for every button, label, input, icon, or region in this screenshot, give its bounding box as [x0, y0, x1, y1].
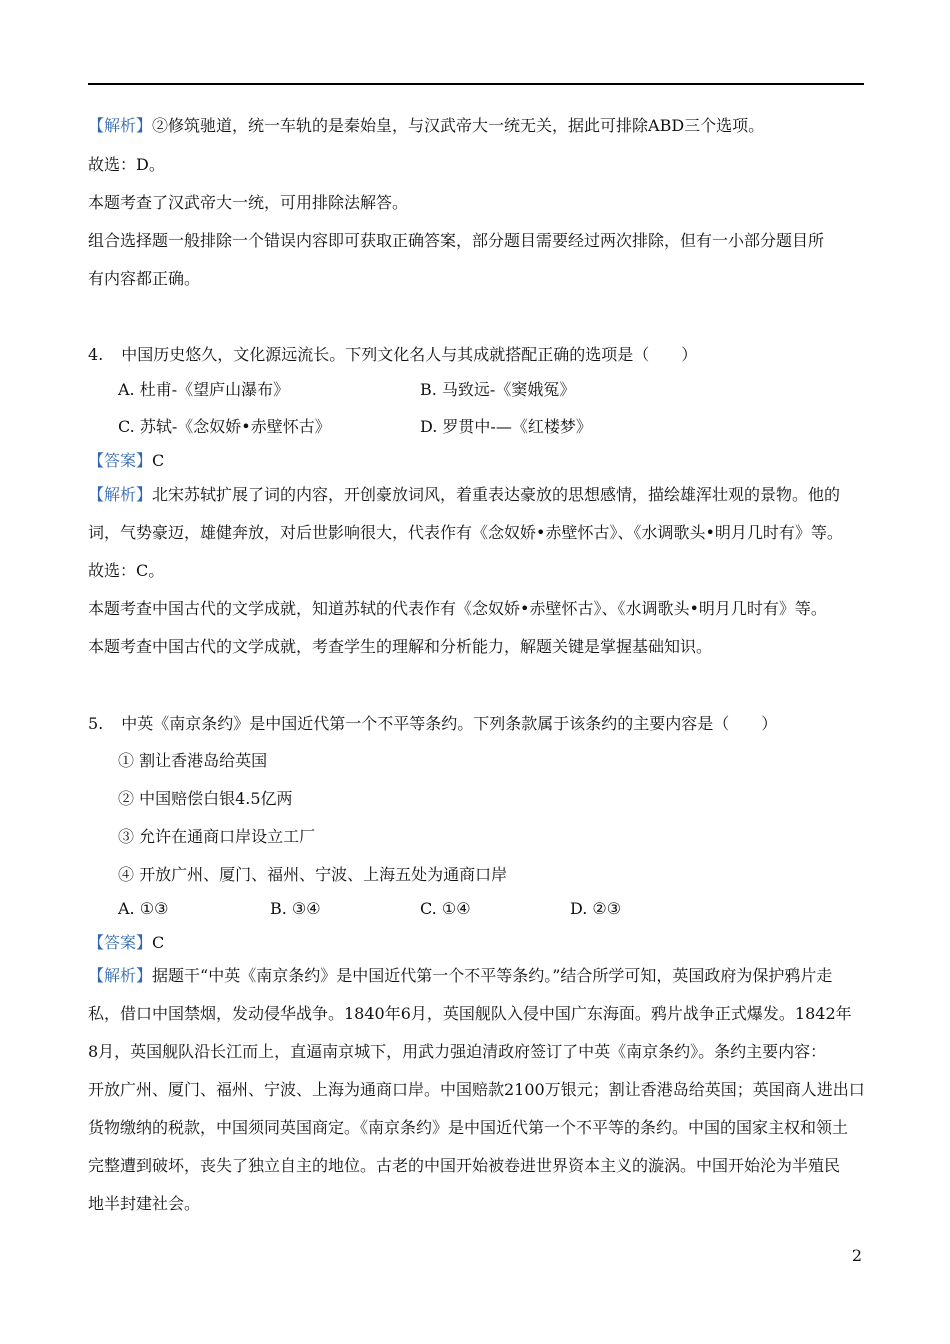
q4-note2: 本题考查中国古代的文学成就，考查学生的理解和分析能力，解题关键是掌握基础知识。: [88, 637, 713, 656]
q5-analysis-line: 8月，英国舰队沿长江而上，直逼南京城下，用武力强迫清政府签订了中英《南京条约》。条约主要内容：: [88, 1042, 827, 1061]
q5-item: ④ 开放广州、厦门、福州、宁波、上海五处为通商口岸: [118, 865, 508, 884]
q4-option-c: C. 苏轼-《念奴娇•赤壁怀古》: [118, 417, 331, 436]
q5-item: ② 中国赔偿白银4.5亿两: [118, 789, 293, 808]
q5-option-d: D. ②③: [570, 899, 622, 918]
q5-item: ③ 允许在通商口岸设立工厂: [118, 827, 316, 846]
analysis-tag: 【解析】: [88, 485, 153, 504]
q5-analysis-line: 开放广州、厦门、福州、宁波、上海为通商口岸。中国赔款2100万银元；割让香港岛给英国；英国商人进出口: [88, 1080, 865, 1099]
q5-answer-value: C: [152, 933, 165, 952]
q4-option-d: D. 罗贯中-—《红楼梦》: [420, 417, 592, 436]
prev-note2-line2: 有内容都正确。: [88, 269, 201, 288]
q5-number: 5.: [88, 714, 104, 733]
prev-choice: 故选：D。: [88, 155, 165, 174]
q5-option-b: B. ③④: [270, 899, 321, 918]
q5-analysis-text: 据题干“中英《南京条约》是中国近代第一个不平等条约。”结合所学可知，英国政府为保护鸦片走: [152, 966, 833, 985]
q4-analysis-line1: [88, 485, 840, 505]
q4-note1: 本题考查中国古代的文学成就，知道苏轼的代表作有《念奴娇•赤壁怀古》、《水调歌头•明月几时有》等。: [88, 599, 827, 618]
q5-option-c: C. ①④: [420, 899, 471, 918]
q5-option-a: A. ①③: [118, 899, 169, 918]
q4-answer: [88, 451, 164, 471]
q4-option-a: A. 杜甫-《望庐山瀑布》: [118, 380, 290, 399]
q5-stem: [88, 714, 777, 734]
q4-analysis-line2: 词，气势豪迈，雄健奔放，对后世影响很大，代表作有《念奴娇•赤壁怀古》、《水调歌头•明月几时有》等。: [88, 523, 843, 542]
prev-note2-line1: 组合选择题一般排除一个错误内容即可获取正确答案，部分题目需要经过两次排除，但有一小部分题目所: [88, 231, 825, 250]
answer-tag: 【答案】: [88, 451, 153, 470]
q4-option-b: B. 马致远-《窦娥冤》: [420, 380, 576, 399]
analysis-tag: 【解析】: [88, 966, 153, 985]
q5-item: ① 割让香港岛给英国: [118, 751, 268, 770]
page-number: 2: [851, 1246, 862, 1265]
q4-stem-text: 中国历史悠久，文化源远流长。下列文化名人与其成就搭配正确的选项是（ ）: [121, 345, 698, 364]
q4-number: 4.: [88, 345, 104, 364]
q4-analysis-text: 北宋苏轼扩展了词的内容，开创豪放词风，着重表达豪放的思想感情，描绘雄浑壮观的景物。他的: [152, 485, 841, 504]
q5-analysis-line: [88, 966, 832, 986]
prev-analysis: [88, 116, 764, 136]
q5-analysis-line: 私，借口中国禁烟，发动侵华战争。1840年6月，英国舰队入侵中国广东海面。鸦片战争正式爆发。1842年: [88, 1004, 852, 1023]
prev-note1: 本题考查了汉武帝大一统，可用排除法解答。: [88, 193, 409, 212]
q5-answer: [88, 933, 164, 953]
answer-tag: 【答案】: [88, 933, 153, 952]
q4-choice: 故选：C。: [88, 561, 165, 580]
q5-analysis-line: 完整遭到破坏，丧失了独立自主的地位。古老的中国开始被卷进世界资本主义的漩涡。中国开始沦为半殖民: [88, 1156, 841, 1175]
q4-answer-value: C: [152, 451, 165, 470]
q4-stem: [88, 345, 697, 365]
analysis-text: ②修筑驰道，统一车轨的是秦始皇，与汉武帝大一统无关，据此可排除ABD三个选项。: [152, 116, 765, 135]
header-rule: [88, 83, 864, 85]
q5-analysis-line: 地半封建社会。: [88, 1194, 201, 1213]
analysis-tag: 【解析】: [88, 116, 153, 135]
q5-stem-text: 中英《南京条约》是中国近代第一个不平等条约。下列条款属于该条约的主要内容是（ ）: [121, 714, 778, 733]
q5-analysis-line: 货物缴纳的税款，中国须同英国商定。《南京条约》是中国近代第一个不平等的条约。中国的国家主权和领土: [88, 1118, 849, 1137]
